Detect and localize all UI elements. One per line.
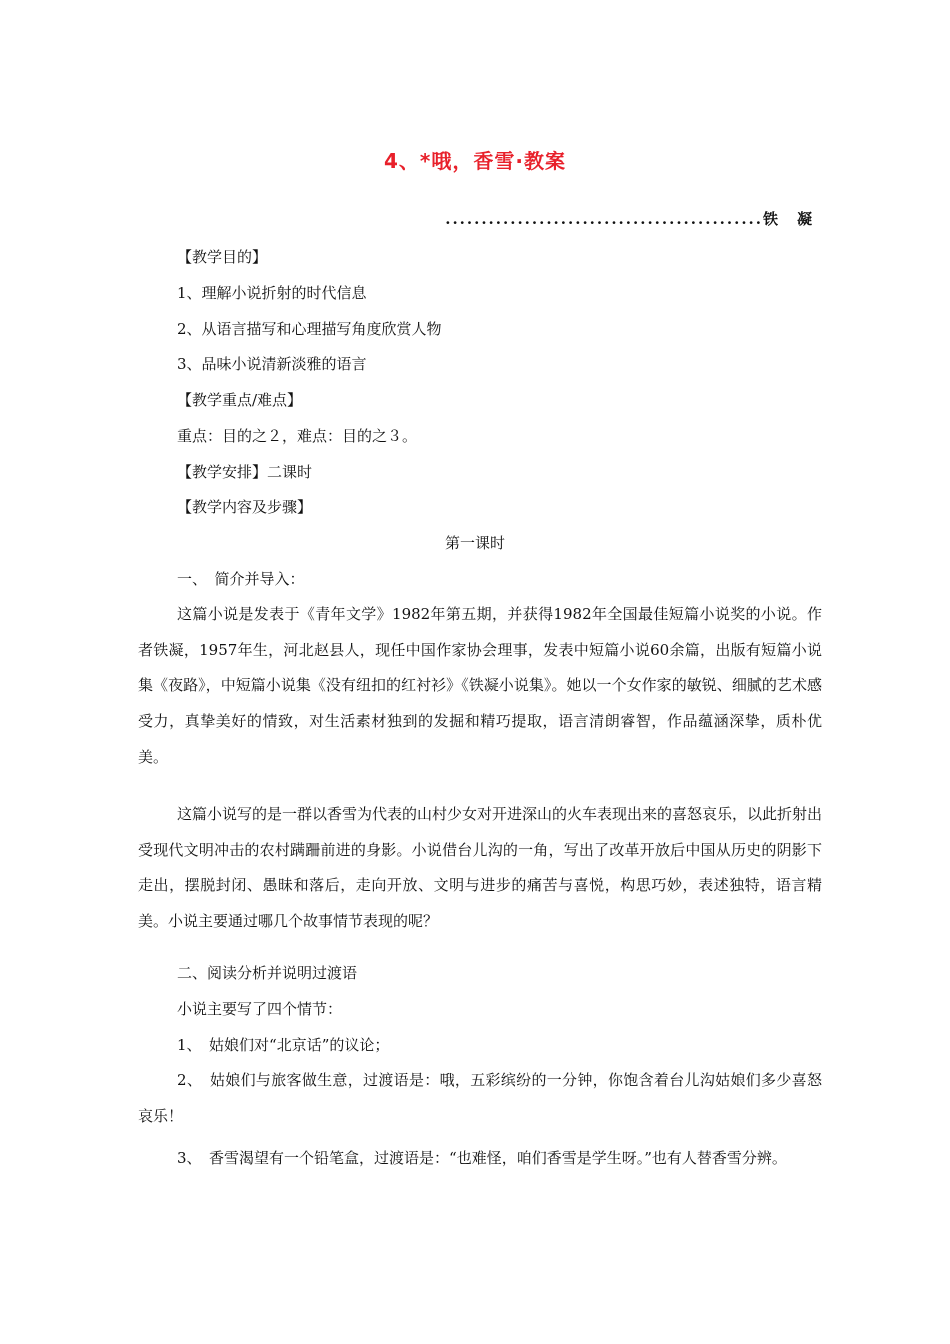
section1-paragraph-1: 这篇小说是发表于《青年文学》1982年第五期，并获得1982年全国最佳短篇小说奖的小说。作者铁凝，1957年生，河北赵县人，现任中国作家协会理事，发表中短篇小说60余篇，出版有短篇小说集《夜路》，中短篇小说集《没有纽扣的红衬衫》《铁凝小说集》。她以一个女作家的敏锐、细腻的艺术感受力，真挚美好的情致，对生活素材独到的发掘和精巧提取，语言清朗睿智，作品蕴涵深挚，质朴优美。 bbox=[138, 605, 822, 766]
objectives-heading: 【教学目的】 bbox=[177, 248, 268, 266]
lesson-title: 第一课时 bbox=[444, 534, 505, 552]
content-heading: 【教学内容及步骤】 bbox=[177, 498, 313, 516]
author-line: ............................................铁 凝 bbox=[445, 210, 814, 228]
schedule-line: 【教学安排】二课时 bbox=[177, 463, 313, 481]
section2-intro: 小说主要写了四个情节： bbox=[177, 1000, 343, 1018]
document-title: 4、*哦，香雪·教案 bbox=[384, 149, 566, 173]
key-heading: 【教学重点/难点】 bbox=[177, 391, 303, 409]
key-text: 重点：目的之２，难点：目的之３。 bbox=[177, 427, 418, 445]
section1-heading: 一、 简介并导入： bbox=[177, 570, 305, 588]
plot-item-2: 2、 姑娘们与旅客做生意，过渡语是：哦，五彩缤纷的一分钟，你饱含着台儿沟姑娘们多少喜怒哀乐！ bbox=[138, 1071, 822, 1125]
objective-item: 2、从语言描写和心理描写角度欣赏人物 bbox=[177, 320, 442, 338]
plot-item-3: 3、 香雪渴望有一个铅笔盒，过渡语是：“也难怪，咱们香雪是学生呀。”也有人替香雪分辨。 bbox=[177, 1149, 787, 1167]
objective-item: 1、理解小说折射的时代信息 bbox=[177, 284, 367, 302]
objective-item: 3、品味小说清新淡雅的语言 bbox=[177, 355, 367, 373]
section2-heading: 二、阅读分析并说明过渡语 bbox=[177, 964, 358, 982]
plot-item-1: 1、 姑娘们对“北京话”的议论； bbox=[177, 1036, 390, 1054]
section1-paragraph-2: 这篇小说写的是一群以香雪为代表的山村少女对开进深山的火车表现出来的喜怒哀乐，以此折射出受现代文明冲击的农村蹒跚前进的身影。小说借台儿沟的一角，写出了改革开放后中国从历史的阴影下走出，摆脱封闭、愚昧和落后，走向开放、文明与进步的痛苦与喜悦，构思巧妙，表述独特，语言精美。小说主要通过哪几个故事情节表现的呢？ bbox=[138, 805, 823, 931]
